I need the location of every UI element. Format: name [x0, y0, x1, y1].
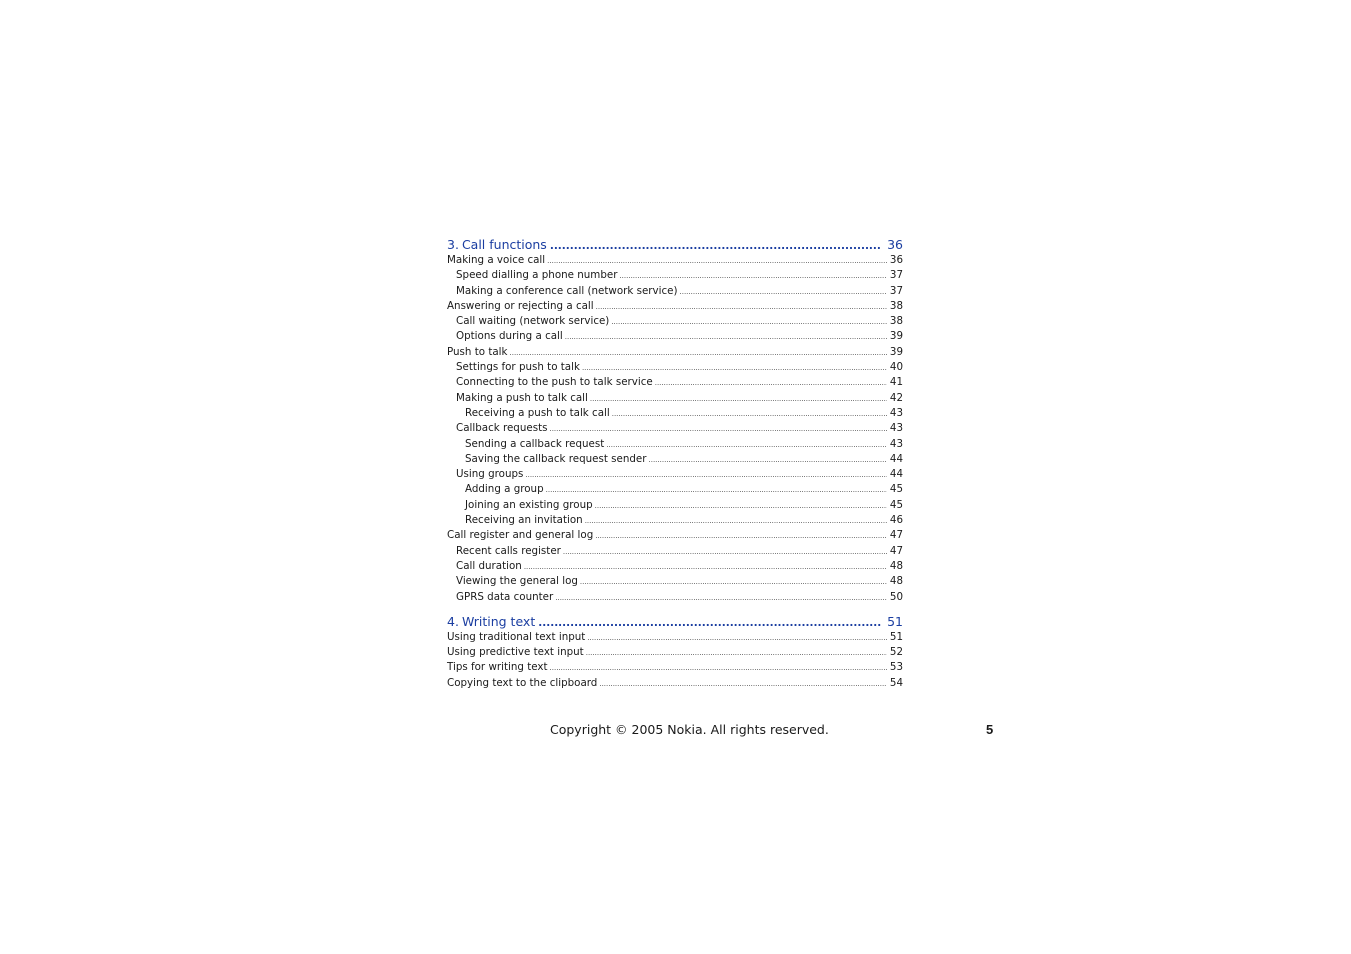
dot-leader [538, 615, 881, 631]
dot-leader [596, 300, 887, 315]
dot-leader [595, 529, 887, 544]
toc-entry[interactable] [447, 513, 903, 528]
toc-entry-page-number: 44 [889, 452, 903, 465]
toc-entry[interactable] [447, 482, 903, 497]
toc-entry[interactable] [447, 375, 903, 390]
toc-entry-page-number: 54 [889, 676, 903, 689]
dot-leader [619, 269, 887, 284]
toc-chapter-heading[interactable] [447, 237, 903, 253]
page-number: 5 [986, 722, 994, 737]
dot-leader [680, 285, 888, 300]
toc-entry[interactable] [447, 345, 903, 360]
toc-entry-page-number: 45 [889, 498, 903, 511]
toc-entry-page-number: 39 [889, 330, 903, 343]
dot-leader [649, 453, 888, 468]
toc-entry-title: Making a voice call [447, 254, 546, 266]
toc-chapter-entries [447, 253, 903, 605]
dot-leader [525, 468, 887, 483]
chapter-page-number: 51 [887, 613, 903, 629]
toc-entry[interactable] [447, 660, 903, 675]
toc-entry[interactable] [447, 437, 903, 452]
toc-entry-title: Receiving an invitation [465, 514, 583, 527]
dot-leader [549, 422, 887, 437]
dot-leader [555, 591, 887, 606]
dot-leader [599, 677, 887, 692]
toc-entry-page-number: 36 [889, 254, 903, 266]
toc-entry-title: Connecting to the push to talk service [456, 376, 653, 389]
toc-entry[interactable] [447, 676, 903, 691]
toc-entry-page-number: 38 [889, 299, 903, 312]
toc-entry[interactable] [447, 421, 903, 436]
toc-entry-page-number: 51 [889, 630, 903, 643]
toc-entry[interactable] [447, 360, 903, 375]
toc-entry-page-number: 45 [889, 483, 903, 496]
toc-entry-title: Call register and general log [447, 529, 594, 542]
toc-entry[interactable] [447, 314, 903, 329]
toc-entry-page-number: 43 [889, 406, 903, 419]
toc-entry-title: Recent calls register [456, 544, 561, 557]
toc-entry[interactable] [447, 574, 903, 589]
toc-entry-title: Making a push to talk call [456, 391, 588, 404]
copyright-notice: Copyright © 2005 Nokia. All rights reserved. [550, 722, 829, 737]
toc-chapter-heading[interactable] [447, 614, 903, 630]
toc-entry[interactable] [447, 645, 903, 660]
toc-entry-page-number: 43 [889, 437, 903, 450]
toc-entry-page-number: 53 [889, 661, 903, 674]
dot-leader [547, 254, 887, 269]
toc-entry-title: Copying text to the clipboard [447, 676, 598, 689]
toc-entry-title: Saving the callback request sender [465, 452, 647, 465]
toc-entry-title: Settings for push to talk [456, 361, 580, 374]
toc-entry[interactable] [447, 590, 903, 605]
toc-entry-page-number: 44 [889, 468, 903, 481]
toc-entry[interactable] [447, 559, 903, 574]
toc-entry-page-number: 48 [889, 559, 903, 572]
dot-leader [655, 376, 887, 391]
dot-leader [595, 499, 887, 514]
dot-leader [585, 514, 887, 529]
toc-entry-title: Using predictive text input [447, 646, 584, 659]
toc-entry-page-number: 38 [889, 315, 903, 328]
toc-entry-title: Options during a call [456, 330, 563, 343]
toc-entry-title: Push to talk [447, 345, 508, 358]
toc-entry[interactable] [447, 284, 903, 299]
dot-leader [580, 575, 887, 590]
dot-leader [606, 438, 887, 453]
toc-entry-title: Call duration [456, 559, 522, 572]
toc-entry-page-number: 41 [889, 376, 903, 389]
dot-leader [550, 661, 887, 676]
toc-entry[interactable] [447, 630, 903, 645]
toc-entry-page-number: 50 [889, 590, 903, 603]
toc-entry-title: Answering or rejecting a call [447, 299, 594, 312]
toc-entry-page-number: 37 [889, 284, 903, 297]
toc-entry-page-number: 42 [889, 391, 903, 404]
toc-entry-page-number: 47 [889, 529, 903, 542]
toc-entry-page-number: 43 [889, 422, 903, 435]
toc-entry-page-number: 40 [889, 361, 903, 374]
toc-entry-title: Viewing the general log [456, 575, 578, 588]
toc-entry-title: Using groups [456, 468, 524, 481]
toc-entry[interactable] [447, 391, 903, 406]
toc-entry[interactable] [447, 253, 903, 268]
dot-leader [612, 407, 887, 422]
toc-entry-page-number: 52 [889, 646, 903, 659]
dot-leader [524, 560, 887, 575]
dot-leader [582, 361, 887, 376]
toc-entry-title: Adding a group [465, 483, 544, 496]
dot-leader [590, 392, 887, 407]
dot-leader [550, 238, 881, 254]
toc-entry[interactable] [447, 467, 903, 482]
toc-entry-title: Joining an existing group [465, 498, 593, 511]
toc-entry[interactable] [447, 452, 903, 467]
toc-entry-title: Callback requests [456, 422, 548, 435]
toc-entry-title: Sending a callback request [465, 437, 605, 450]
table-of-contents [447, 237, 903, 691]
dot-leader [546, 483, 887, 498]
chapter-title: 3. Call functions [447, 237, 547, 252]
toc-entry[interactable] [447, 299, 903, 314]
dot-leader [587, 631, 887, 646]
toc-entry-page-number: 47 [889, 544, 903, 557]
toc-entry[interactable] [447, 528, 903, 543]
toc-entry-page-number: 48 [889, 575, 903, 588]
toc-entry-title: GPRS data counter [456, 590, 554, 603]
toc-entry[interactable] [447, 498, 903, 513]
toc-entry-title: Tips for writing text [447, 661, 548, 674]
toc-entry[interactable] [447, 406, 903, 421]
chapter-page-number: 36 [887, 237, 903, 252]
toc-entry-title: Speed dialling a phone number [456, 269, 618, 282]
toc-entry-title: Call waiting (network service) [456, 315, 610, 328]
toc-entry-page-number: 37 [889, 269, 903, 282]
toc-entry-title: Using traditional text input [447, 630, 586, 643]
dot-leader [586, 646, 887, 661]
toc-entry[interactable] [447, 329, 903, 344]
toc-entry-title: Making a conference call (network service) [456, 284, 678, 297]
toc-entry-title: Receiving a push to talk call [465, 406, 610, 419]
chapter-title: 4. Writing text [447, 613, 536, 629]
dot-leader [611, 315, 887, 330]
toc-entry-page-number: 46 [889, 514, 903, 527]
toc-chapter-entries [447, 630, 903, 691]
toc-entry-page-number: 39 [889, 345, 903, 358]
dot-leader [510, 346, 888, 361]
dot-leader [565, 330, 887, 345]
dot-leader [563, 545, 887, 560]
toc-entry[interactable] [447, 268, 903, 283]
toc-entry[interactable] [447, 544, 903, 559]
